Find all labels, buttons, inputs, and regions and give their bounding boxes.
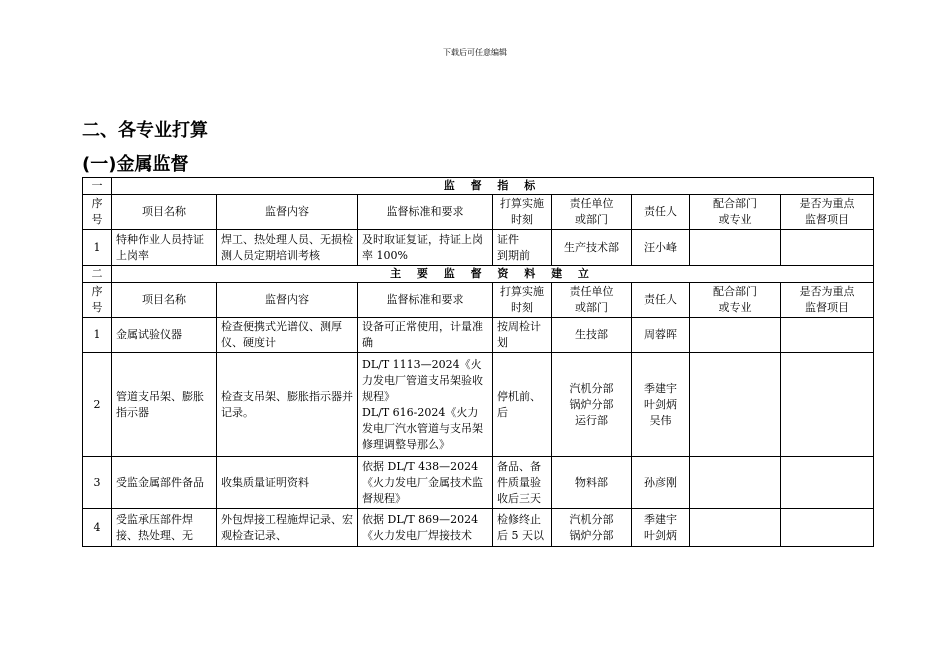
cooperating-dept (690, 353, 781, 457)
column-header: 责任单位 或部门 (552, 283, 632, 318)
column-header: 监督内容 (217, 283, 358, 318)
column-header: 监督标准和要求 (358, 283, 493, 318)
responsible-unit: 汽机分部 锅炉分部 (552, 509, 632, 547)
cooperating-dept (690, 457, 781, 509)
responsible-unit: 汽机分部 锅炉分部 运行部 (552, 353, 632, 457)
responsible-person: 周蓉晖 (632, 318, 690, 353)
responsible-unit: 物料部 (552, 457, 632, 509)
implementation-time: 备品、备件质量验收后三天 (493, 457, 552, 509)
standard-requirement: 及时取证复证，持证上岗率 100% (358, 230, 493, 266)
column-header: 配合部门 或专业 (690, 195, 781, 230)
row-number: 4 (83, 509, 112, 547)
column-header: 责任单位 或部门 (552, 195, 632, 230)
row-number: 1 (83, 230, 112, 266)
row-number: 3 (83, 457, 112, 509)
responsible-unit: 生技部 (552, 318, 632, 353)
item-name: 金属试验仪器 (112, 318, 217, 353)
item-name: 受监承压部件焊接、热处理、无 (112, 509, 217, 547)
table-row (83, 318, 874, 353)
responsible-person: 季建宇 叶剑炳 吴伟 (632, 353, 690, 457)
table-row (83, 457, 874, 509)
column-header: 序 号 (83, 195, 112, 230)
key-item (781, 509, 874, 547)
section-index: 二 (83, 266, 112, 283)
section-heading: 二、各专业打算 (82, 120, 208, 141)
supervision-content: 检查支吊架、膨胀指示器并记录。 (217, 353, 358, 457)
column-header: 序 号 (83, 283, 112, 318)
key-item (781, 457, 874, 509)
column-header: 配合部门 或专业 (690, 283, 781, 318)
section-row (83, 266, 874, 283)
column-header: 项目名称 (112, 283, 217, 318)
standard-requirement: 设备可正常使用，计量准确 (358, 318, 493, 353)
cooperating-dept (690, 230, 781, 266)
table-row (83, 509, 874, 547)
column-header: 责任人 (632, 283, 690, 318)
row-number: 2 (83, 353, 112, 457)
item-name: 受监金属部件备品 (112, 457, 217, 509)
subsection-heading: (一)金属监督 (82, 154, 189, 175)
section-title: 主 要 监 督 资 料 建 立 (112, 266, 874, 283)
page-header-note: 下载后可任意编辑 (443, 48, 507, 57)
key-item (781, 230, 874, 266)
supervision-content: 收集质量证明资料 (217, 457, 358, 509)
implementation-time: 停机前、后 (493, 353, 552, 457)
supervision-content: 检查便携式光谱仪、测厚仪、硬度计 (217, 318, 358, 353)
item-name: 特种作业人员持证上岗率 (112, 230, 217, 266)
supervision-content: 外包焊接工程施焊记录、宏观检查记录、 (217, 509, 358, 547)
responsible-person: 汪小峰 (632, 230, 690, 266)
responsible-person: 季建宇 叶剑炳 (632, 509, 690, 547)
column-header: 是否为重点 监督项目 (781, 195, 874, 230)
implementation-time: 按周检计划 (493, 318, 552, 353)
column-header: 责任人 (632, 195, 690, 230)
item-name: 管道支吊架、膨胀指示器 (112, 353, 217, 457)
column-header-row (83, 195, 874, 230)
implementation-time: 证件 到期前 (493, 230, 552, 266)
table-row (83, 230, 874, 266)
column-header-row (83, 283, 874, 318)
cooperating-dept (690, 318, 781, 353)
responsible-unit: 生产技术部 (552, 230, 632, 266)
row-number: 1 (83, 318, 112, 353)
column-header: 监督内容 (217, 195, 358, 230)
responsible-person: 孙彦刚 (632, 457, 690, 509)
supervision-table (82, 177, 874, 547)
column-header: 监督标准和要求 (358, 195, 493, 230)
section-index: 一 (83, 178, 112, 195)
column-header: 项目名称 (112, 195, 217, 230)
key-item (781, 353, 874, 457)
cooperating-dept (690, 509, 781, 547)
column-header: 打算实施 时刻 (493, 195, 552, 230)
standard-requirement: DL/T 1113—2024《火力发电厂管道支吊架验收规程》 DL/T 616-2024《火力发电厂汽水管道与支吊架修理调整导那么》 (358, 353, 493, 457)
section-title: 监 督 指 标 (112, 178, 874, 195)
supervision-content: 焊工、热处理人员、无损检测人员定期培训考核 (217, 230, 358, 266)
implementation-time: 检修终止后 5 天以 (493, 509, 552, 547)
section-row (83, 178, 874, 195)
standard-requirement: 依据 DL/T 869—2024《火力发电厂焊接技术 (358, 509, 493, 547)
column-header: 打算实施 时刻 (493, 283, 552, 318)
column-header: 是否为重点 监督项目 (781, 283, 874, 318)
standard-requirement: 依据 DL/T 438—2024《火力发电厂金属技术监督规程》 (358, 457, 493, 509)
table-row (83, 353, 874, 457)
key-item (781, 318, 874, 353)
